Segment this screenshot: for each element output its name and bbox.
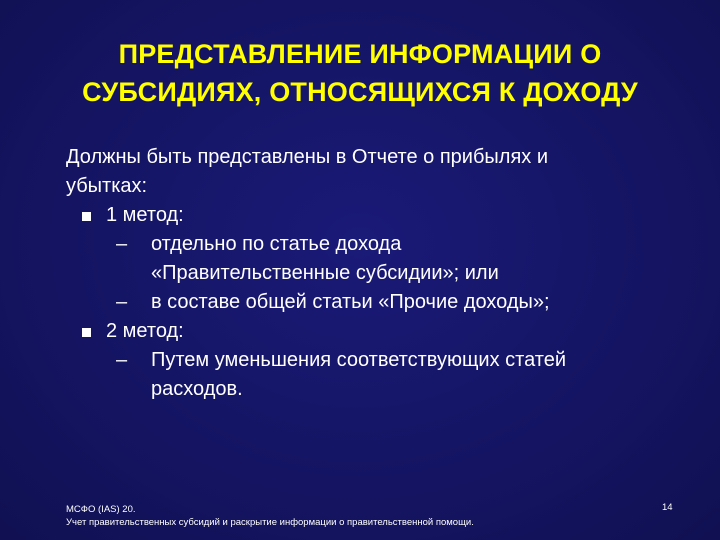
method-1-subitem-1 <box>66 230 686 288</box>
footer-line-2: Учет правительственных субсидий и раскрытие информации о правительственной помощи. <box>66 517 474 528</box>
footer-line-1: МСФО (IAS) 20. <box>66 504 136 515</box>
method-1-label: 1 метод: <box>106 204 184 226</box>
subitem-text-line: расходов. <box>151 378 243 400</box>
method-1-item <box>66 201 686 230</box>
square-bullet-icon <box>82 328 91 337</box>
title-line-2: СУБСИДИЯХ, ОТНОСЯЩИХСЯ К ДОХОДУ <box>82 77 638 107</box>
subitem-text-line: отдельно по статье дохода <box>151 233 402 255</box>
dash-bullet-icon: – <box>116 349 128 371</box>
method-1-subitem-2 <box>66 288 686 317</box>
dash-bullet-icon: – <box>116 233 128 255</box>
title-line-1: ПРЕДСТАВЛЕНИЕ ИНФОРМАЦИИ О <box>118 39 602 69</box>
dash-bullet-icon: – <box>116 291 128 313</box>
subitem-text-line: «Правительственные субсидии»; или <box>151 262 499 284</box>
intro-line-1: Должны быть представлены в Отчете о прибылях и <box>66 146 549 168</box>
footer-source <box>66 503 474 529</box>
slide-title <box>0 35 720 111</box>
intro-line-2: убытках: <box>66 175 148 197</box>
subitem-text-line: Путем уменьшения соответствующих статей <box>151 349 566 371</box>
square-bullet-icon <box>82 212 91 221</box>
page-number: 14 <box>662 502 673 513</box>
method-2-label: 2 метод: <box>106 320 184 342</box>
method-2-subitem-1 <box>66 346 686 404</box>
subitem-text-line: в составе общей статьи «Прочие доходы»; <box>151 291 550 313</box>
method-2-item <box>66 317 686 346</box>
slide-body <box>66 143 686 404</box>
